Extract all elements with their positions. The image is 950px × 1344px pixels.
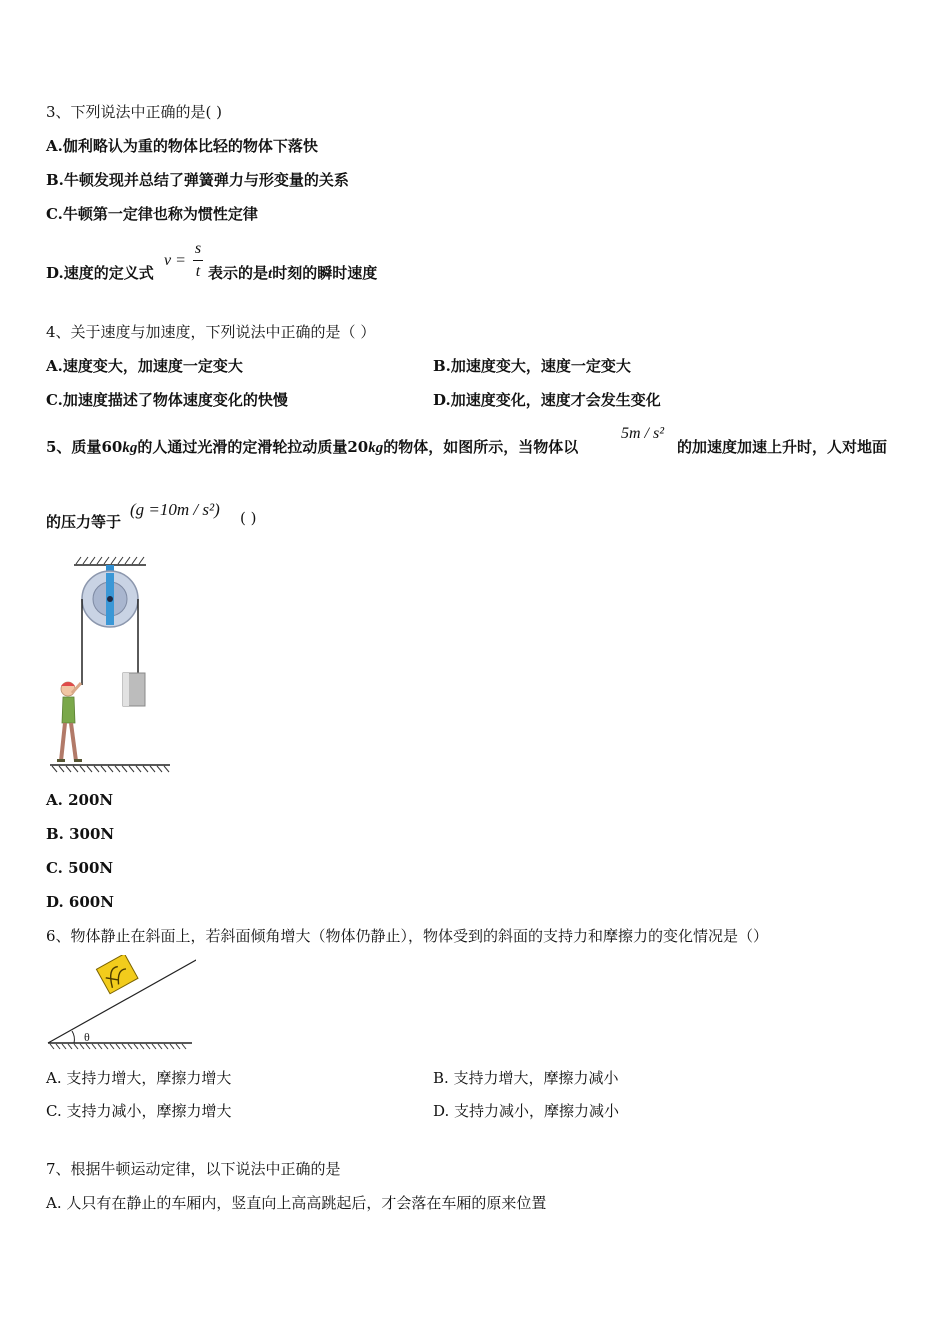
q5-option-d: D. 600N <box>46 893 114 911</box>
angle-label: θ <box>84 1030 90 1044</box>
q5-stem-part2: 的人通过光滑的定滑轮拉动质量 <box>137 438 348 456</box>
velocity-formula-lhs: v = <box>164 252 186 269</box>
q6-option-d: D. 支持力减小，摩擦力减小 <box>433 1102 620 1120</box>
block-on-incline <box>96 955 138 994</box>
q5-unit-kg1: kg <box>122 440 138 456</box>
q6-stem: 6、物体静止在斜面上，若斜面倾角增大（物体仍静止），物体受到的斜面的支持力和摩擦力的变化情况是（） <box>46 927 769 945</box>
fraction-bar <box>193 260 203 261</box>
incline-base-hatch <box>50 1044 186 1049</box>
velocity-formula-denominator: t <box>195 263 201 280</box>
q4-option-b: B.加速度变大，速度一定变大 <box>433 357 631 375</box>
q3-option-c: C.牛顿第一定律也称为惯性定律 <box>46 205 258 223</box>
pulley-figure <box>46 555 176 775</box>
q5-stem-line2: 的压力等于 <box>46 513 122 531</box>
q4-option-d: D.加速度变化，速度才会发生变化 <box>433 391 661 409</box>
q5-option-a: A. 200N <box>46 791 114 809</box>
q3-d-var: t <box>268 266 273 282</box>
q5-unit-kg2: kg <box>368 440 384 456</box>
q3-d-suffix-1: 表示的是 <box>208 264 269 282</box>
q3-option-d-suffix <box>208 263 377 284</box>
q4-stem: 4、关于速度与加速度，下列说法中正确的是（ ） <box>46 323 376 341</box>
q6-option-a: A. 支持力增大，摩擦力增大 <box>46 1069 232 1087</box>
velocity-formula-numerator: s <box>194 240 202 257</box>
q5-acceleration: 5m / s² <box>621 425 665 442</box>
q3-option-d <box>46 263 154 283</box>
q4-option-c: C.加速度描述了物体速度变化的快慢 <box>46 391 288 409</box>
q5-mass-object: 20 <box>347 438 369 456</box>
q5-gravity-value: (g =10m / s²) <box>130 500 220 519</box>
q5-stem-line1 <box>46 437 578 458</box>
angle-arc <box>72 1031 74 1043</box>
q4-option-a: A.速度变大，加速度一定变大 <box>46 357 243 375</box>
q3-stem: 3、下列说法中正确的是( ) <box>46 103 223 121</box>
ceiling-hatch <box>74 557 146 565</box>
q3-option-d-prefix: D.速度的定义式 <box>46 264 154 282</box>
q5-stem-part3: 的物体，如图所示，当物体以 <box>383 438 579 456</box>
pulley-axle <box>107 596 113 602</box>
incline-figure <box>46 955 196 1053</box>
person-figure <box>57 682 82 762</box>
q7-stem: 7、根据牛顿运动定律，以下说法中正确的是 <box>46 1160 341 1178</box>
q6-option-c: C. 支持力减小，摩擦力增大 <box>46 1102 232 1120</box>
q5-option-b: B. 300N <box>46 825 115 843</box>
q5-stem-part1: 5、质量 <box>46 438 102 456</box>
q3-option-b: B.牛顿发现并总结了弹簧弹力与形变量的关系 <box>46 171 349 189</box>
q3-option-a: A.伽利略认为重的物体比轻的物体下落快 <box>46 137 318 155</box>
q3-d-suffix-2: 时刻的瞬时速度 <box>272 264 378 282</box>
q5-mass-person: 60 <box>101 438 123 456</box>
q5-answer-paren: ( ) <box>240 509 257 527</box>
q6-option-b: B. 支持力增大，摩擦力减小 <box>433 1069 619 1087</box>
q5-stem-part4: 的加速度加速上升时，人对地面 <box>677 438 888 456</box>
ground-hatch <box>50 765 170 772</box>
q7-option-a: A. 人只有在静止的车厢内，竖直向上高高跳起后，才会落在车厢的原来位置 <box>46 1194 547 1212</box>
q5-option-c: C. 500N <box>46 859 114 877</box>
